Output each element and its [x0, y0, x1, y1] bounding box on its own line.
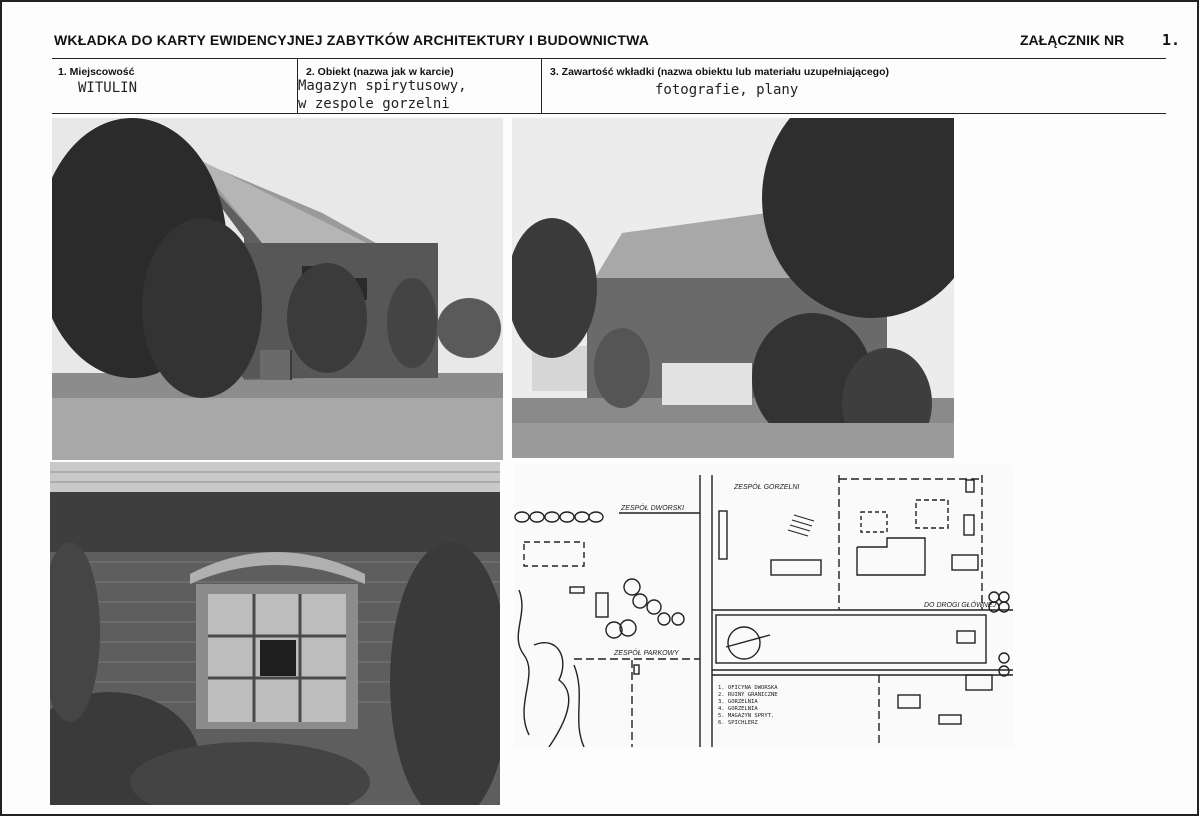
- location-label: 1. Miejscowość: [58, 66, 135, 78]
- photo-window-detail: [50, 462, 500, 805]
- sheet-title: WKŁADKA DO KARTY EWIDENCYJNEJ ZABYTKÓW ARCHITEKTURY I BUDOWNICTWA: [54, 32, 650, 48]
- location-value: WITULIN: [78, 80, 138, 96]
- legend-item: 1. OFICYNA DWORSKA: [718, 685, 778, 691]
- label-park-complex: ZESPÓŁ PARKOWY: [614, 650, 679, 657]
- header-divider: [52, 58, 1166, 59]
- attachment-number: 1.: [1162, 31, 1181, 49]
- label-court-complex: ZESPÓŁ DWORSKI: [621, 505, 685, 512]
- fields-divider: [52, 113, 1166, 114]
- legend-item: 6. SPICHLERZ: [718, 720, 758, 726]
- label-road: DO DROGI GŁÓWNEJ: [924, 602, 996, 609]
- object-label: 2. Obiekt (nazwa jak w karcie): [306, 66, 454, 78]
- legend-item: 2. RUINY GRANICZNE: [718, 692, 778, 698]
- photo-building-rear: [512, 118, 954, 458]
- field-separator-2: [541, 59, 542, 114]
- contents-label: 3. Zawartość wkładki (nazwa obiektu lub materiału uzupełniającego): [550, 66, 889, 78]
- site-plan: [514, 465, 1013, 747]
- label-distillery-complex: ZESPÓŁ GORZELNI: [734, 484, 800, 491]
- legend-item: 4. GORZELNIA: [718, 706, 758, 712]
- legend-item: 3. GORZELNIA: [718, 699, 758, 705]
- attachment-label: ZAŁĄCZNIK NR: [1020, 32, 1125, 48]
- contents-value: fotografie, plany: [655, 82, 799, 98]
- object-value-line1: Magazyn spirytusowy,: [298, 78, 467, 94]
- object-value-line2: w zespole gorzelni: [298, 96, 450, 112]
- legend-item: 5. MAGAZYN SPRYT.: [718, 713, 775, 719]
- photo-building-front: [52, 118, 503, 460]
